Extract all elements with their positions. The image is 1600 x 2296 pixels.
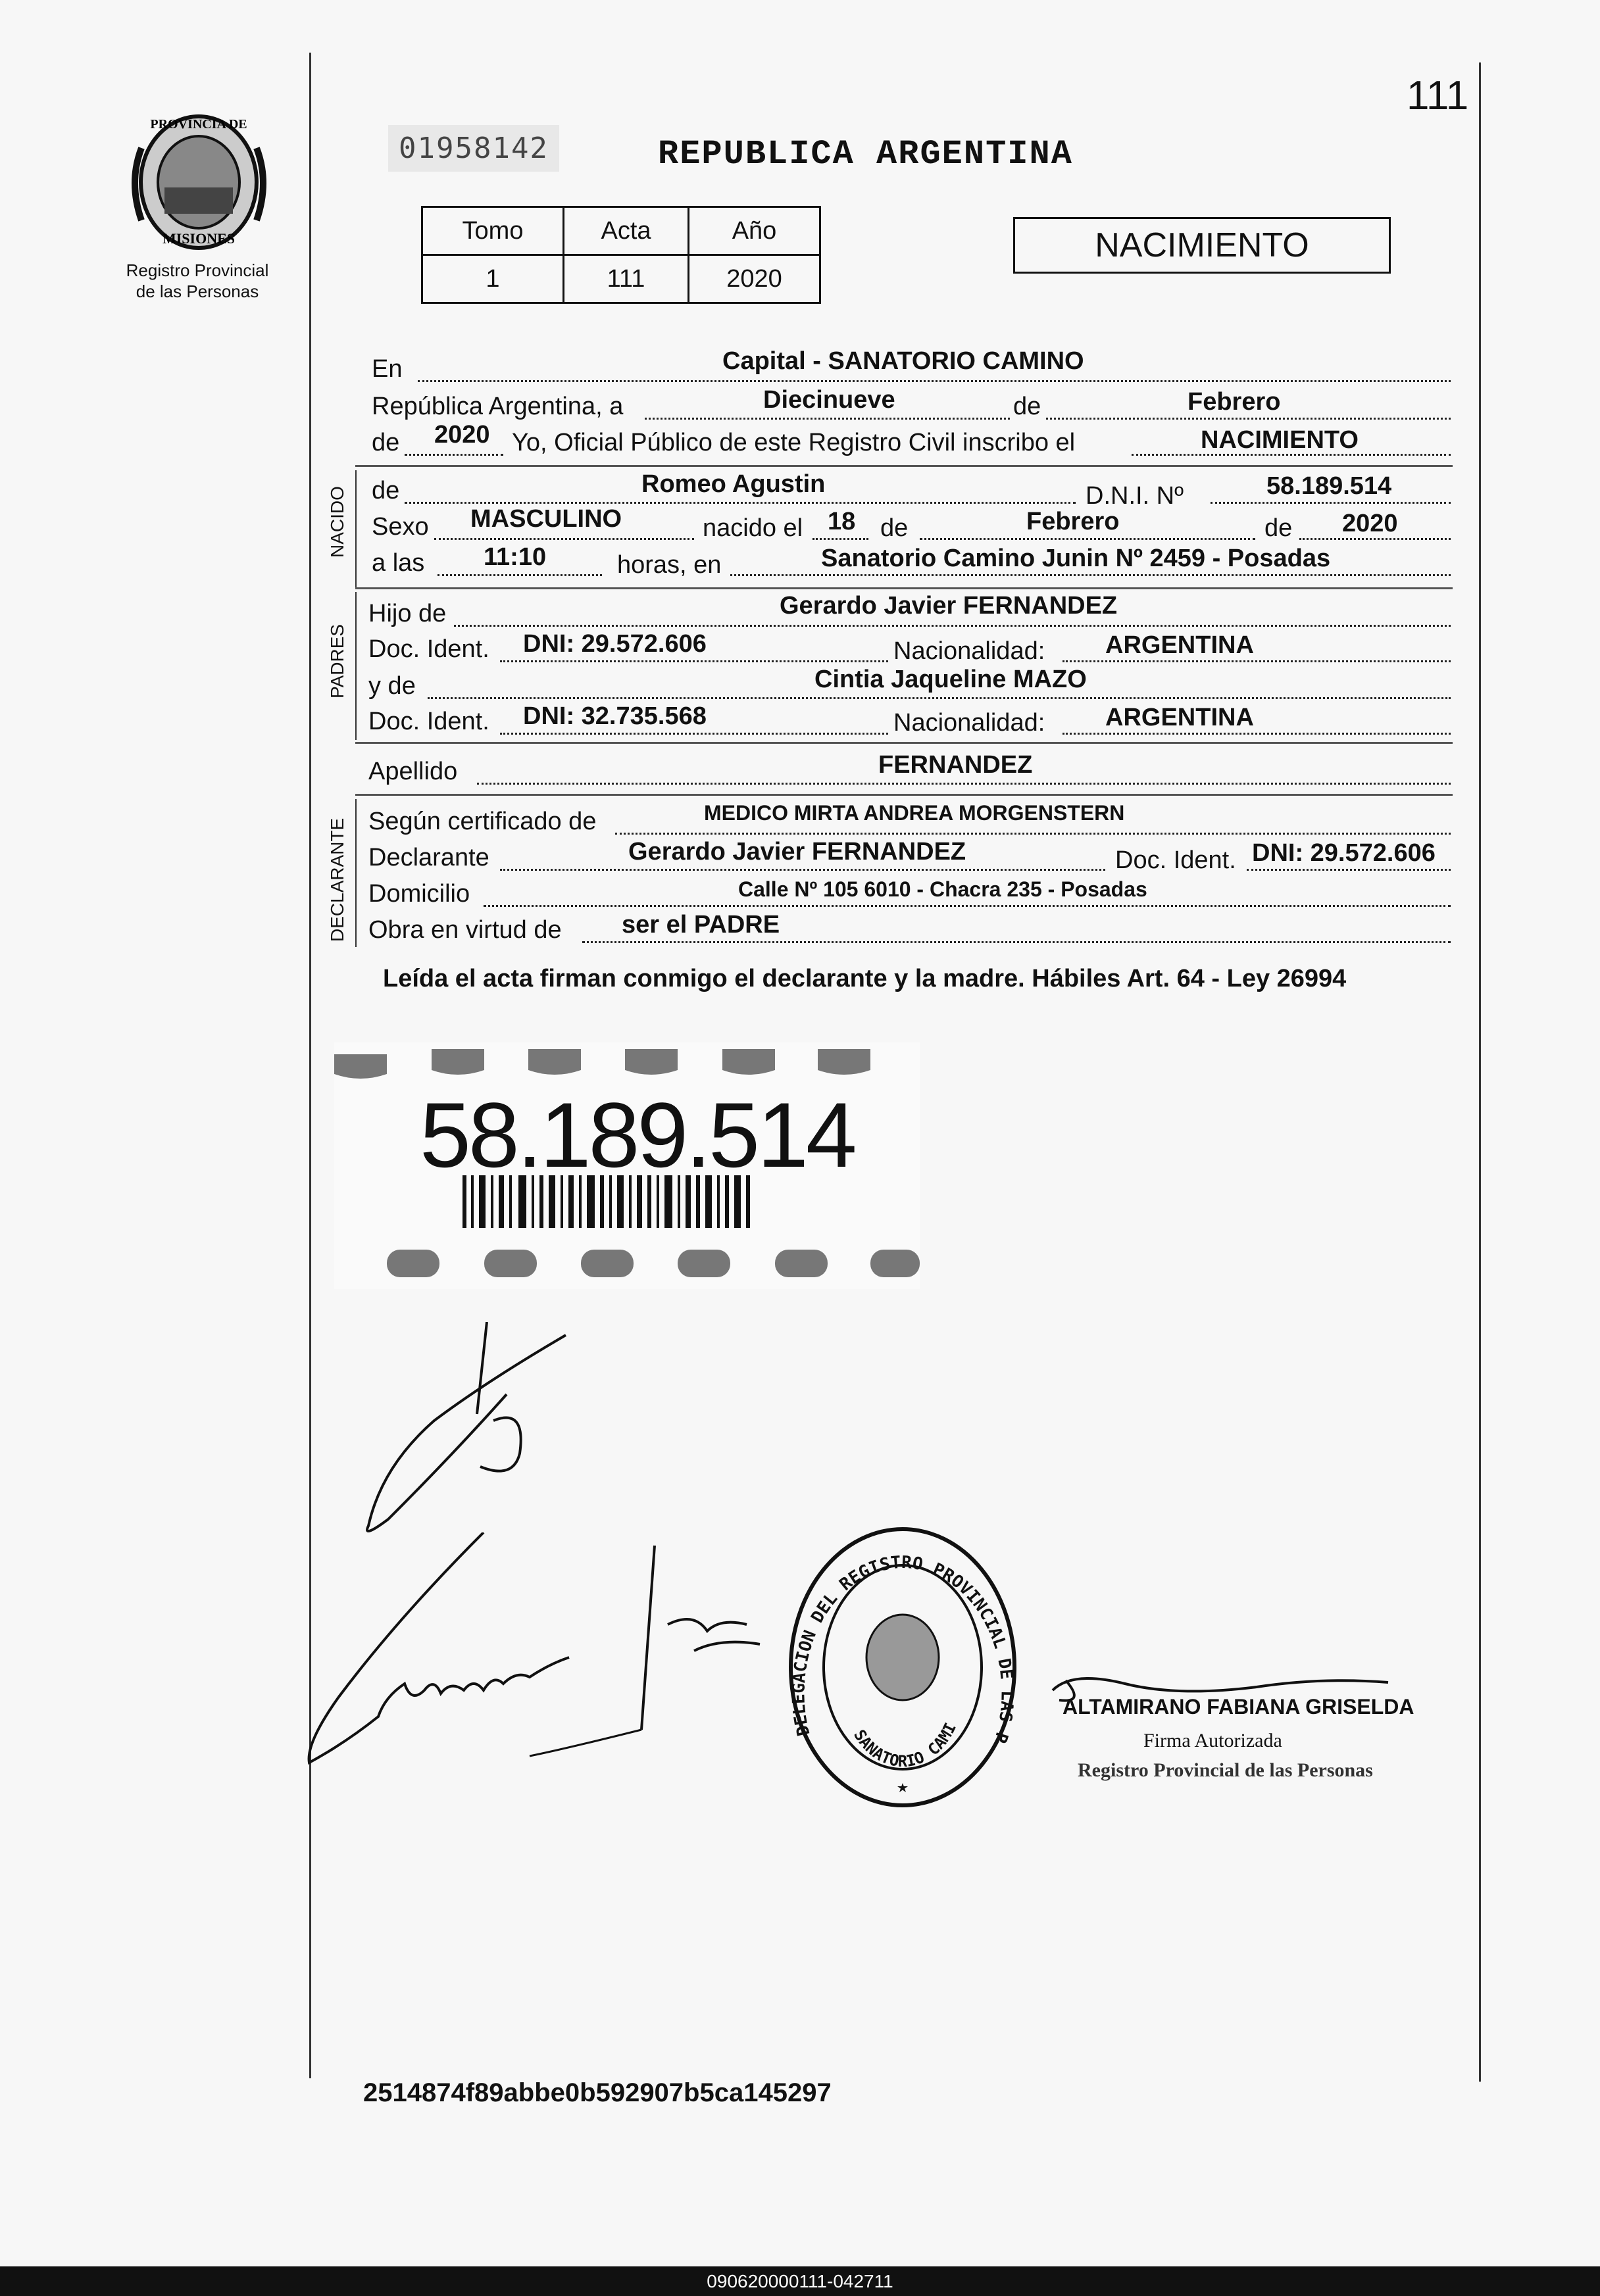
round-stamp-inner-text: SANATORIO CAMI: [850, 1720, 960, 1771]
republica-label: República Argentina, a: [372, 393, 624, 420]
signature-declarant: [355, 1322, 592, 1546]
dotted-line: [405, 502, 1076, 504]
de3-label: de: [1264, 514, 1293, 542]
province-seal-logo: [128, 109, 270, 256]
month-value: Febrero: [1188, 388, 1281, 416]
dotted-line: [1247, 869, 1451, 871]
record-table-value: 111: [564, 255, 689, 303]
record-type-box: NACIMIENTO: [1013, 217, 1391, 274]
section-bracket: [355, 799, 357, 947]
registry-round-stamp: [786, 1526, 1020, 1815]
nacionalidad-2-label: Nacionalidad:: [893, 709, 1045, 737]
acting-as-value: ser el PADRE: [622, 911, 780, 939]
dotted-line: [645, 418, 1010, 420]
domicilio-label: Domicilio: [368, 880, 470, 908]
dotted-line: [428, 697, 1451, 699]
dotted-line: [500, 869, 1105, 871]
barcode-sticker: [334, 1042, 920, 1289]
y-de-label: y de: [368, 672, 416, 700]
record-table-value: 2020: [689, 255, 820, 303]
en-label: En: [372, 355, 403, 383]
dotted-line: [1062, 733, 1451, 735]
record-kind-value: NACIMIENTO: [1201, 426, 1359, 454]
surname-value: FERNANDEZ: [878, 751, 1033, 779]
father-nationality-value: ARGENTINA: [1105, 631, 1254, 659]
section-separator: [355, 794, 1453, 796]
round-stamp-outer-text: DELEGACION DEL REGISTRO PROVINCIAL DE LAS P: [789, 1552, 1017, 1746]
official-authorized-label: Firma Autorizada: [1143, 1730, 1282, 1751]
nacionalidad-1-label: Nacionalidad:: [893, 637, 1045, 665]
dotted-line: [434, 538, 694, 540]
declarant-name-value: Gerardo Javier FERNANDEZ: [628, 838, 966, 866]
sex-value: MASCULINO: [470, 505, 622, 533]
dotted-line: [813, 538, 868, 540]
doc-ident-1-label: Doc. Ident.: [368, 635, 489, 663]
section-bracket: [355, 470, 357, 589]
dotted-line: [615, 833, 1451, 835]
yo-oficial-label: Yo, Oficial Público de este Registro Civil inscribo el: [512, 429, 1076, 456]
birth-time-value: 11:10: [484, 543, 547, 571]
left-margin-line: [309, 53, 311, 2078]
right-margin-line: [1479, 62, 1481, 2082]
de-name-label: de: [372, 477, 400, 504]
address-value: Calle Nº 105 6010 - Chacra 235 - Posadas: [738, 877, 1147, 901]
child-dni-value: 58.189.514: [1266, 472, 1392, 500]
footer-code: 090620000111-042711: [0, 2266, 1600, 2296]
de-month-label: de: [1013, 393, 1041, 420]
doc-ident-2-label: Doc. Ident.: [368, 708, 489, 735]
dotted-line: [418, 380, 1451, 382]
round-stamp-icon: [786, 1526, 1020, 1815]
dotted-line: [454, 625, 1451, 627]
dotted-line: [500, 660, 888, 662]
dotted-line: [1046, 418, 1451, 420]
section-separator: [355, 587, 1453, 589]
record-table-header-row: [422, 207, 820, 255]
de-year-label: de: [372, 429, 400, 456]
dotted-line: [405, 454, 503, 456]
section-nacido-label: NACIDO: [327, 486, 347, 558]
record-table: [421, 206, 821, 304]
dotted-line: [500, 733, 888, 735]
dotted-line: [730, 574, 1451, 576]
year-value: 2020: [434, 421, 490, 449]
declarante-label: Declarante: [368, 844, 489, 871]
official-registry-label: Registro Provincial de las Personas: [1078, 1759, 1373, 1781]
horas-en-label: horas, en: [617, 551, 722, 579]
section-declarante-label: DECLARANTE: [327, 818, 347, 942]
dotted-line: [920, 538, 1255, 540]
dotted-line: [438, 574, 602, 576]
segun-certificado-label: Según certificado de: [368, 808, 597, 835]
seal-icon: [128, 109, 270, 256]
de2-label: de: [880, 514, 909, 542]
record-table-value: 1: [422, 255, 564, 303]
nacido-el-label: nacido el: [703, 514, 803, 542]
child-name-value: Romeo Agustin: [641, 470, 826, 498]
logo-caption: [99, 260, 296, 302]
barcode-number: 58.189.514: [420, 1083, 855, 1186]
dni-label: D.N.I. Nº: [1086, 482, 1184, 510]
closing-note: Leída el acta firman conmigo el declarante y la madre. Hábiles Art. 64 - Ley 26994: [383, 965, 1347, 992]
birth-place-value: Sanatorio Camino Junin Nº 2459 - Posadas: [821, 545, 1331, 572]
apellido-label: Apellido: [368, 758, 458, 785]
record-table-header: Tomo: [422, 207, 564, 255]
document-title: REPUBLICA ARGENTINA: [658, 135, 1073, 174]
seal-text-top: PROVINCIA DE: [150, 117, 247, 132]
signature-mother: [299, 1532, 773, 1769]
official-name: ALTAMIRANO FABIANA GRISELDA: [1062, 1695, 1414, 1719]
logo-caption-line1: Registro Provincial: [126, 260, 269, 280]
mother-nationality-value: ARGENTINA: [1105, 704, 1254, 731]
sexo-label: Sexo: [372, 513, 429, 541]
section-separator: [355, 465, 1453, 467]
section-separator: [355, 742, 1453, 744]
record-table-header: Año: [689, 207, 820, 255]
father-dni-value: DNI: 29.572.606: [523, 630, 707, 658]
birth-year-value: 2020: [1342, 510, 1398, 537]
obra-label: Obra en virtud de: [368, 916, 562, 944]
birth-day-value: 18: [828, 508, 856, 535]
dotted-line: [484, 905, 1451, 907]
dotted-line: [477, 783, 1451, 785]
mother-name-value: Cintia Jaqueline MAZO: [814, 666, 1087, 693]
birth-month-value: Febrero: [1026, 508, 1120, 535]
dotted-line: [1211, 502, 1451, 504]
logo-caption-line2: de las Personas: [136, 281, 259, 301]
a-las-label: a las: [372, 549, 425, 577]
dotted-line: [1299, 538, 1451, 540]
record-table-header: Acta: [564, 207, 689, 255]
doc-ident-3-label: Doc. Ident.: [1115, 846, 1236, 874]
day-words-value: Diecinueve: [763, 386, 895, 414]
document-hash: 2514874f89abbe0b592907b5ca145297: [363, 2078, 832, 2107]
dotted-line: [582, 941, 1451, 943]
place-value: Capital - SANATORIO CAMINO: [722, 347, 1084, 375]
record-table-value-row: [422, 255, 820, 303]
seal-text-bottom: MISIONES: [162, 230, 236, 247]
hijo-de-label: Hijo de: [368, 600, 447, 627]
declarant-dni-value: DNI: 29.572.606: [1252, 839, 1436, 867]
mother-dni-value: DNI: 32.735.568: [523, 702, 707, 730]
certificate-value: MEDICO MIRTA ANDREA MORGENSTERN: [704, 801, 1125, 825]
serial-number: 01958142: [388, 125, 559, 172]
dotted-line: [1062, 660, 1451, 662]
father-name-value: Gerardo Javier FERNANDEZ: [780, 592, 1118, 620]
section-padres-label: PADRES: [327, 623, 347, 698]
section-bracket: [355, 592, 357, 740]
page-number: 111: [1407, 73, 1469, 118]
